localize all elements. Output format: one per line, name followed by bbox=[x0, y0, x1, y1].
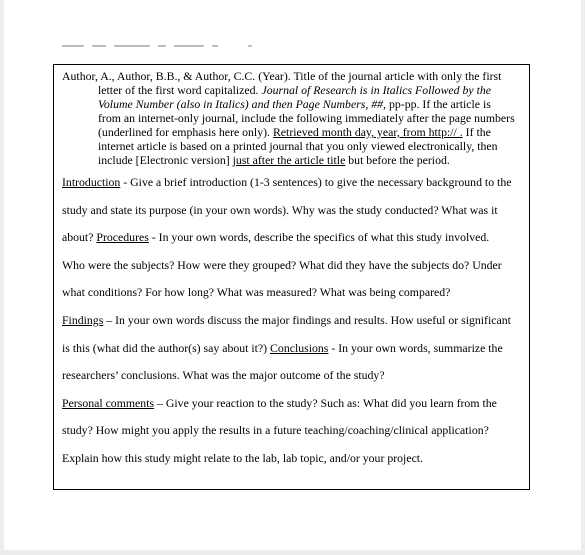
body-line: what conditions? For how long? What was measured? What was being compared? bbox=[62, 285, 451, 300]
document-content-box bbox=[53, 64, 530, 490]
citation-underlined-text: just after the article title bbox=[232, 153, 346, 167]
citation-line bbox=[62, 83, 521, 97]
body-text: - In your own words, summarize the bbox=[328, 340, 503, 355]
body-line: Explain how this study might relate to the lab, lab topic, and/or your project. bbox=[62, 450, 424, 465]
section-heading-introduction: Introduction bbox=[62, 175, 121, 189]
citation-line: Author, A., Author, B.B., & Author, C.C. (Year). Title of the journal article with only the first bbox=[62, 69, 502, 83]
body-text: – Give your reaction to the study? Such as: What did you learn from the bbox=[154, 395, 497, 410]
body-line: researchers’ conclusions. What was the major outcome of the study? bbox=[62, 368, 385, 383]
citation-line: internet article is based on a printed journal that you only viewed electronically, then bbox=[98, 139, 498, 153]
body-line bbox=[62, 169, 521, 197]
section-heading-personal-comments: Personal comments bbox=[62, 395, 155, 410]
citation-line bbox=[62, 97, 521, 111]
citation-text: (underlined for emphasis here only). bbox=[98, 125, 273, 139]
citation-text: letter of the first word capitalized. bbox=[98, 83, 262, 97]
body-line: study and state its purpose (in your own words). Why was the study conducted? What was it bbox=[62, 202, 498, 217]
citation-line: from an internet-only journal, include the following immediately after the page numbers bbox=[98, 111, 515, 125]
body-text: is this (what did the author(s) say about it?) bbox=[62, 340, 271, 355]
citation-line bbox=[62, 153, 521, 167]
page-edge-left bbox=[0, 0, 4, 555]
body-text: about? bbox=[62, 230, 97, 245]
scan-artifact-marks bbox=[62, 43, 262, 49]
citation-line bbox=[62, 125, 521, 139]
citation-format-block bbox=[62, 69, 521, 167]
body-line bbox=[62, 307, 521, 335]
citation-text: pp-pp. If the article is bbox=[386, 97, 491, 111]
page-edge-right bbox=[581, 0, 585, 555]
section-heading-procedures: Procedures bbox=[96, 230, 149, 245]
body-line bbox=[62, 335, 521, 363]
body-text: - Give a brief introduction (1-3 sentences) to give the necessary background to the bbox=[120, 175, 512, 189]
citation-underlined-text: Retrieved month day, year, from http:// . bbox=[272, 125, 463, 139]
citation-text: but before the period. bbox=[345, 153, 450, 167]
citation-text: include [Electronic version] bbox=[98, 153, 233, 167]
body-line bbox=[62, 224, 521, 252]
section-heading-findings: Findings bbox=[62, 312, 104, 327]
body-line bbox=[62, 390, 521, 418]
citation-italic-text: Volume Number (also in Italics) and then Page Numbers, ##, bbox=[98, 97, 387, 111]
citation-text: If the bbox=[462, 125, 491, 139]
body-line: Who were the subjects? How were they grouped? What did they have the subjects do? Under bbox=[62, 257, 502, 272]
page-edge-bottom bbox=[0, 550, 585, 555]
section-heading-conclusions: Conclusions bbox=[270, 340, 329, 355]
body-text: – In your own words discuss the major findings and results. How useful or significant bbox=[103, 312, 511, 327]
body-line: study? How might you apply the results in a future teaching/coaching/clinical application? bbox=[62, 423, 489, 438]
body-text: - In your own words, describe the specifics of what this study involved. bbox=[148, 230, 490, 245]
citation-italic-text: Journal of Research is in Italics Followed by the bbox=[261, 83, 492, 97]
